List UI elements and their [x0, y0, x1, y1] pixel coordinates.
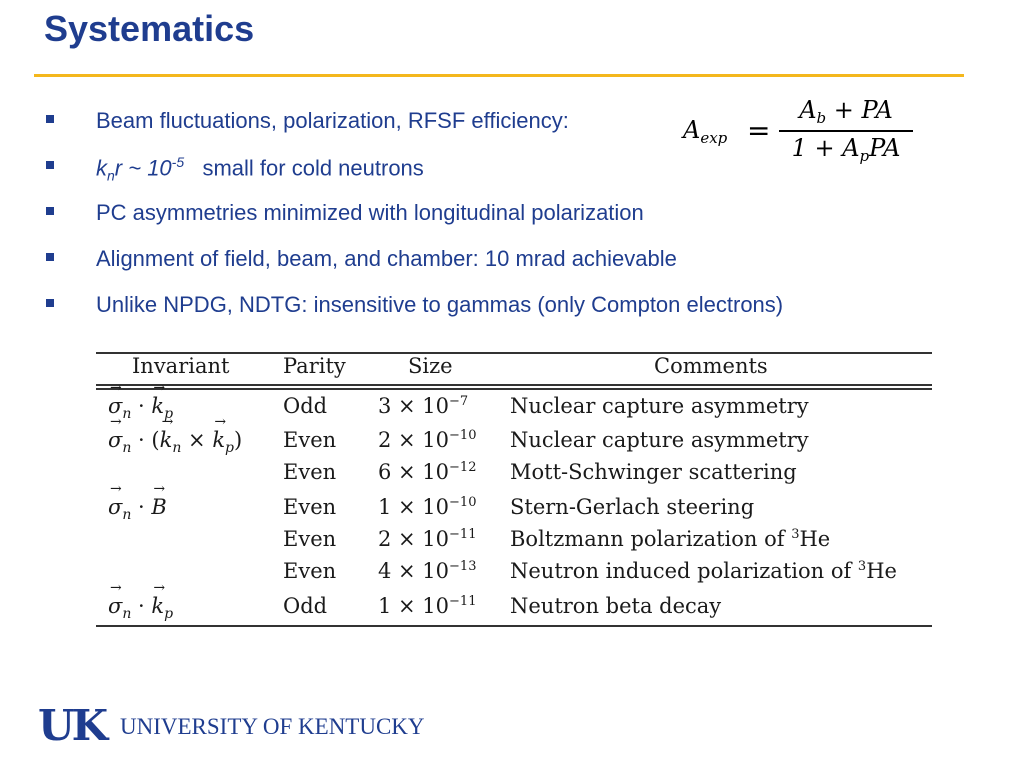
comment-text: Neutron induced polarization of	[510, 559, 858, 583]
size-exponent: −10	[449, 428, 477, 443]
comment-cell	[510, 428, 809, 452]
r-symbol: r	[114, 155, 123, 181]
invariant-cell: → $\sigma_n$ · → B	[108, 495, 167, 523]
comment-cell	[510, 460, 797, 484]
size-cell	[378, 559, 476, 583]
bullet-text: Alignment of field, beam, and chamber: 10 mrad achievable	[96, 246, 677, 271]
size-cell	[378, 460, 476, 484]
square-bullet-icon	[46, 253, 54, 261]
bullet-item	[46, 246, 926, 292]
bullet-item	[46, 292, 926, 338]
bullet-text: Unlike NPDG, NDTG: insensitive to gammas (only Compton electrons)	[96, 292, 784, 317]
size-exponent: −11	[449, 594, 477, 609]
parity-cell: Even	[283, 428, 337, 452]
size-cell	[378, 394, 468, 418]
comment-text: Mott-Schwinger scattering	[510, 460, 797, 484]
invariant-cell: → $\sigma_n$ · → $k_p$	[108, 394, 173, 422]
header-invariant: Invariant	[132, 354, 230, 378]
formula-numerator: $A_b$ + PA	[799, 96, 893, 127]
bullet-text: Beam fluctuations, polarization, RFSF efficiency:	[96, 108, 569, 133]
size-mantissa: 6 × 10	[378, 460, 450, 484]
comment-text: Nuclear capture asymmetry	[510, 394, 809, 418]
comment-superscript: 3	[791, 527, 800, 542]
parity-cell: Even	[283, 460, 337, 484]
size-mantissa: 1 × 10	[378, 594, 450, 618]
size-cell	[378, 594, 476, 618]
square-bullet-icon	[46, 161, 54, 169]
parity-cell: Even	[283, 527, 337, 551]
size-mantissa: 4 × 10	[378, 559, 450, 583]
invariant-cell: → $\sigma_n$ · → $k_p$	[108, 594, 173, 622]
comment-text: Stern-Gerlach steering	[510, 495, 755, 519]
invariant-cell: → $\sigma_n$ · (→ $k_n$ × → $k_p$)	[108, 428, 242, 456]
comment-superscript: 3	[857, 559, 867, 574]
size-exponent: −7	[449, 394, 469, 409]
comment-tail: He	[866, 559, 897, 583]
title-underline	[34, 74, 964, 77]
size-exponent: −13	[449, 559, 477, 574]
header-parity: Parity	[283, 354, 346, 378]
size-exponent: −12	[449, 460, 477, 475]
comment-cell	[510, 559, 897, 583]
comment-cell	[510, 394, 809, 418]
fraction-bar	[779, 130, 913, 132]
bullet-text	[96, 154, 424, 184]
parity-cell: Even	[283, 559, 337, 583]
square-bullet-icon	[46, 207, 54, 215]
size-cell	[378, 495, 476, 519]
size-exponent: −11	[449, 527, 477, 542]
bullet-item	[46, 200, 926, 246]
parity-cell: Odd	[283, 594, 328, 618]
uk-logo-mark: UK	[38, 701, 106, 750]
size-cell	[378, 527, 476, 551]
size-mantissa: 2 × 10	[378, 527, 450, 551]
bullet-rest: small for cold neutrons	[202, 155, 424, 181]
table-bottom-rule	[96, 625, 932, 627]
approx-value: ~ 10	[122, 155, 172, 181]
comment-tail: He	[799, 527, 831, 551]
square-bullet-icon	[46, 115, 54, 123]
comment-cell	[510, 527, 830, 551]
parity-cell: Odd	[283, 394, 328, 418]
size-mantissa: 3 × 10	[378, 394, 450, 418]
comment-text: Boltzmann polarization of	[510, 527, 792, 551]
header-comments: Comments	[654, 354, 768, 378]
size-cell	[378, 428, 476, 452]
table-header-rule	[96, 384, 932, 386]
formula-denominator: $1 + A_pPA$	[791, 134, 901, 165]
size-mantissa: 2 × 10	[378, 428, 450, 452]
k-symbol: k	[96, 155, 107, 181]
parity-cell: Even	[283, 495, 337, 519]
formula-fraction	[779, 96, 913, 165]
comment-cell	[510, 495, 754, 519]
header-size: Size	[408, 354, 453, 378]
size-exponent: −10	[449, 495, 477, 510]
formula-lhs: $A_{exp}$	[683, 116, 728, 147]
exponent: -5	[171, 154, 185, 170]
university-name: UNIVERSITY OF KENTUCKY	[120, 714, 425, 739]
asymmetry-formula	[683, 96, 923, 170]
table-header-rule	[96, 388, 932, 390]
comment-cell	[510, 594, 721, 618]
square-bullet-icon	[46, 299, 54, 307]
formula-equals: =	[747, 114, 771, 147]
size-mantissa: 1 × 10	[378, 495, 450, 519]
comment-text: Neutron beta decay	[510, 594, 722, 618]
slide-title: Systematics	[44, 8, 255, 49]
bullet-text: PC asymmetries minimized with longitudinal polarization	[96, 200, 644, 225]
k-subscript: n	[107, 167, 115, 184]
comment-text: Nuclear capture asymmetry	[510, 428, 809, 452]
